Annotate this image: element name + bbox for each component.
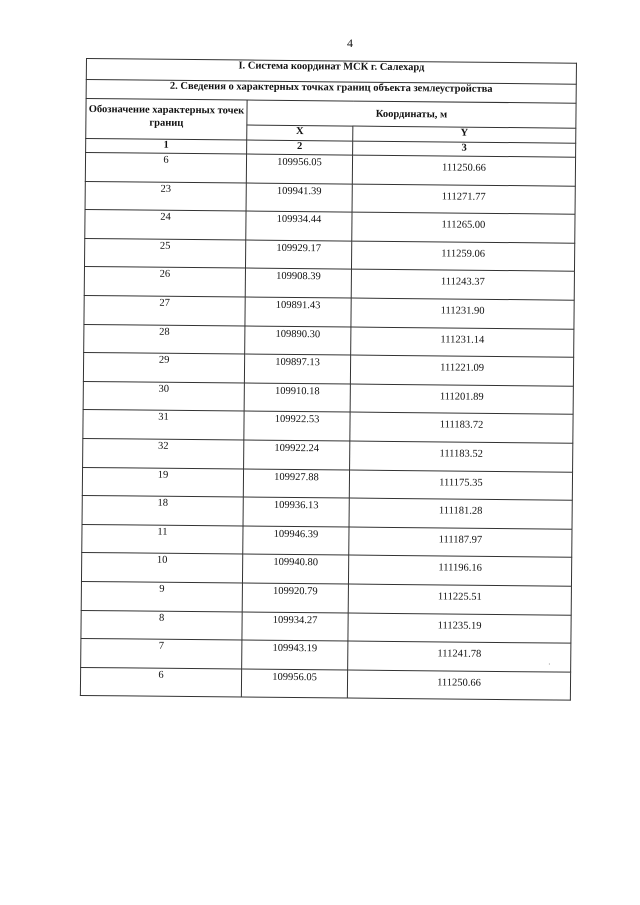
point-number-cell: 23 [85, 181, 246, 211]
column-number-1: 1 [86, 139, 247, 155]
y-coordinate-cell: 111221.09 [350, 355, 573, 386]
point-number-cell: 19 [82, 467, 243, 497]
table-row [81, 610, 571, 643]
x-coordinate-cell: 109929.17 [245, 240, 351, 270]
table-row [85, 153, 575, 186]
table-row [82, 524, 572, 557]
point-number-cell: 29 [83, 353, 244, 383]
point-number-cell: 8 [81, 610, 242, 640]
y-coordinate-cell: 111265.00 [352, 212, 575, 243]
y-coordinate-cell: 111196.16 [348, 555, 571, 586]
y-coordinate-cell: 111225.51 [348, 584, 571, 615]
table-row [82, 467, 572, 500]
y-coordinate-cell: 111183.72 [350, 412, 573, 443]
point-number-cell: 7 [81, 639, 242, 669]
y-coordinate-cell: 111235.19 [348, 613, 571, 644]
x-coordinate-cell: 109910.18 [244, 383, 350, 413]
table-row [81, 639, 571, 672]
point-number-cell: 10 [81, 553, 242, 583]
x-coordinate-cell: 109956.05 [241, 669, 347, 699]
x-coordinate-cell: 109940.80 [242, 554, 348, 584]
table-row [84, 295, 574, 328]
y-coordinate-cell: 111241.78 [348, 641, 571, 672]
section-subtitle: 2. Сведения о характерных точках границ объекта землеустройства [86, 80, 576, 104]
y-coordinate-cell: 111231.90 [351, 298, 574, 329]
table-row [83, 381, 573, 414]
x-coordinate-cell: 109920.79 [242, 583, 348, 613]
x-coordinate-cell: 109941.39 [246, 183, 352, 213]
point-number-cell: 9 [81, 581, 242, 611]
column-number-3: 3 [353, 141, 576, 157]
table-row [83, 438, 573, 471]
y-coordinate-cell: 111231.14 [351, 327, 574, 358]
x-coordinate-cell: 109922.24 [244, 440, 350, 470]
y-coordinate-cell: 111175.35 [349, 470, 572, 501]
y-coordinate-cell: 111187.97 [349, 527, 572, 558]
header-y: Y [353, 126, 576, 143]
x-coordinate-cell: 109936.13 [243, 497, 349, 527]
point-number-cell: 28 [84, 324, 245, 354]
column-number-2: 2 [247, 140, 353, 155]
table-row [83, 410, 573, 443]
scan-speck: · [548, 660, 551, 669]
coordinates-table [80, 58, 577, 701]
point-number-cell: 6 [80, 667, 241, 697]
header-x: X [247, 125, 353, 141]
y-coordinate-cell: 111201.89 [350, 384, 573, 415]
x-coordinate-cell: 109956.05 [246, 154, 352, 184]
y-coordinate-cell: 111271.77 [352, 184, 575, 215]
y-coordinate-cell: 111259.06 [351, 241, 574, 272]
table-row [84, 324, 574, 357]
x-coordinate-cell: 109922.53 [244, 411, 350, 441]
page-number: 4 [347, 36, 353, 50]
point-number-cell: 24 [85, 210, 246, 240]
point-number-cell: 26 [84, 267, 245, 297]
point-number-cell: 31 [83, 410, 244, 440]
x-coordinate-cell: 109890.30 [245, 326, 351, 356]
point-number-cell: 18 [82, 496, 243, 526]
point-number-cell: 27 [84, 295, 245, 325]
y-coordinate-cell: 111181.28 [349, 498, 572, 529]
header-designation: Обозначение характерных точек границ [86, 99, 247, 141]
x-coordinate-cell: 109891.43 [245, 297, 351, 327]
x-coordinate-cell: 109934.44 [246, 211, 352, 241]
table-row [80, 667, 570, 700]
point-number-cell: 6 [85, 153, 246, 183]
x-coordinate-cell: 109946.39 [243, 526, 349, 556]
point-number-cell: 25 [84, 238, 245, 268]
x-coordinate-cell: 109908.39 [245, 268, 351, 298]
y-coordinate-cell: 111250.66 [347, 670, 570, 701]
table-row [85, 181, 575, 214]
y-coordinate-cell: 111183.52 [350, 441, 573, 472]
point-number-cell: 32 [83, 438, 244, 468]
document-body [81, 58, 576, 689]
y-coordinate-cell: 111243.37 [351, 269, 574, 300]
header-coordinates: Координаты, м [247, 100, 576, 128]
x-coordinate-cell: 109897.13 [244, 354, 350, 384]
x-coordinate-cell: 109943.19 [242, 640, 348, 670]
table-row [83, 353, 573, 386]
coordinate-system-title: I. Система координат МСК г. Салехард [86, 59, 576, 85]
point-number-cell: 30 [83, 381, 244, 411]
x-coordinate-cell: 109934.27 [242, 612, 348, 642]
table-row [82, 496, 572, 529]
point-number-cell: 11 [82, 524, 243, 554]
x-coordinate-cell: 109927.88 [243, 469, 349, 499]
y-coordinate-cell: 111250.66 [352, 155, 575, 186]
header-row [86, 99, 576, 129]
